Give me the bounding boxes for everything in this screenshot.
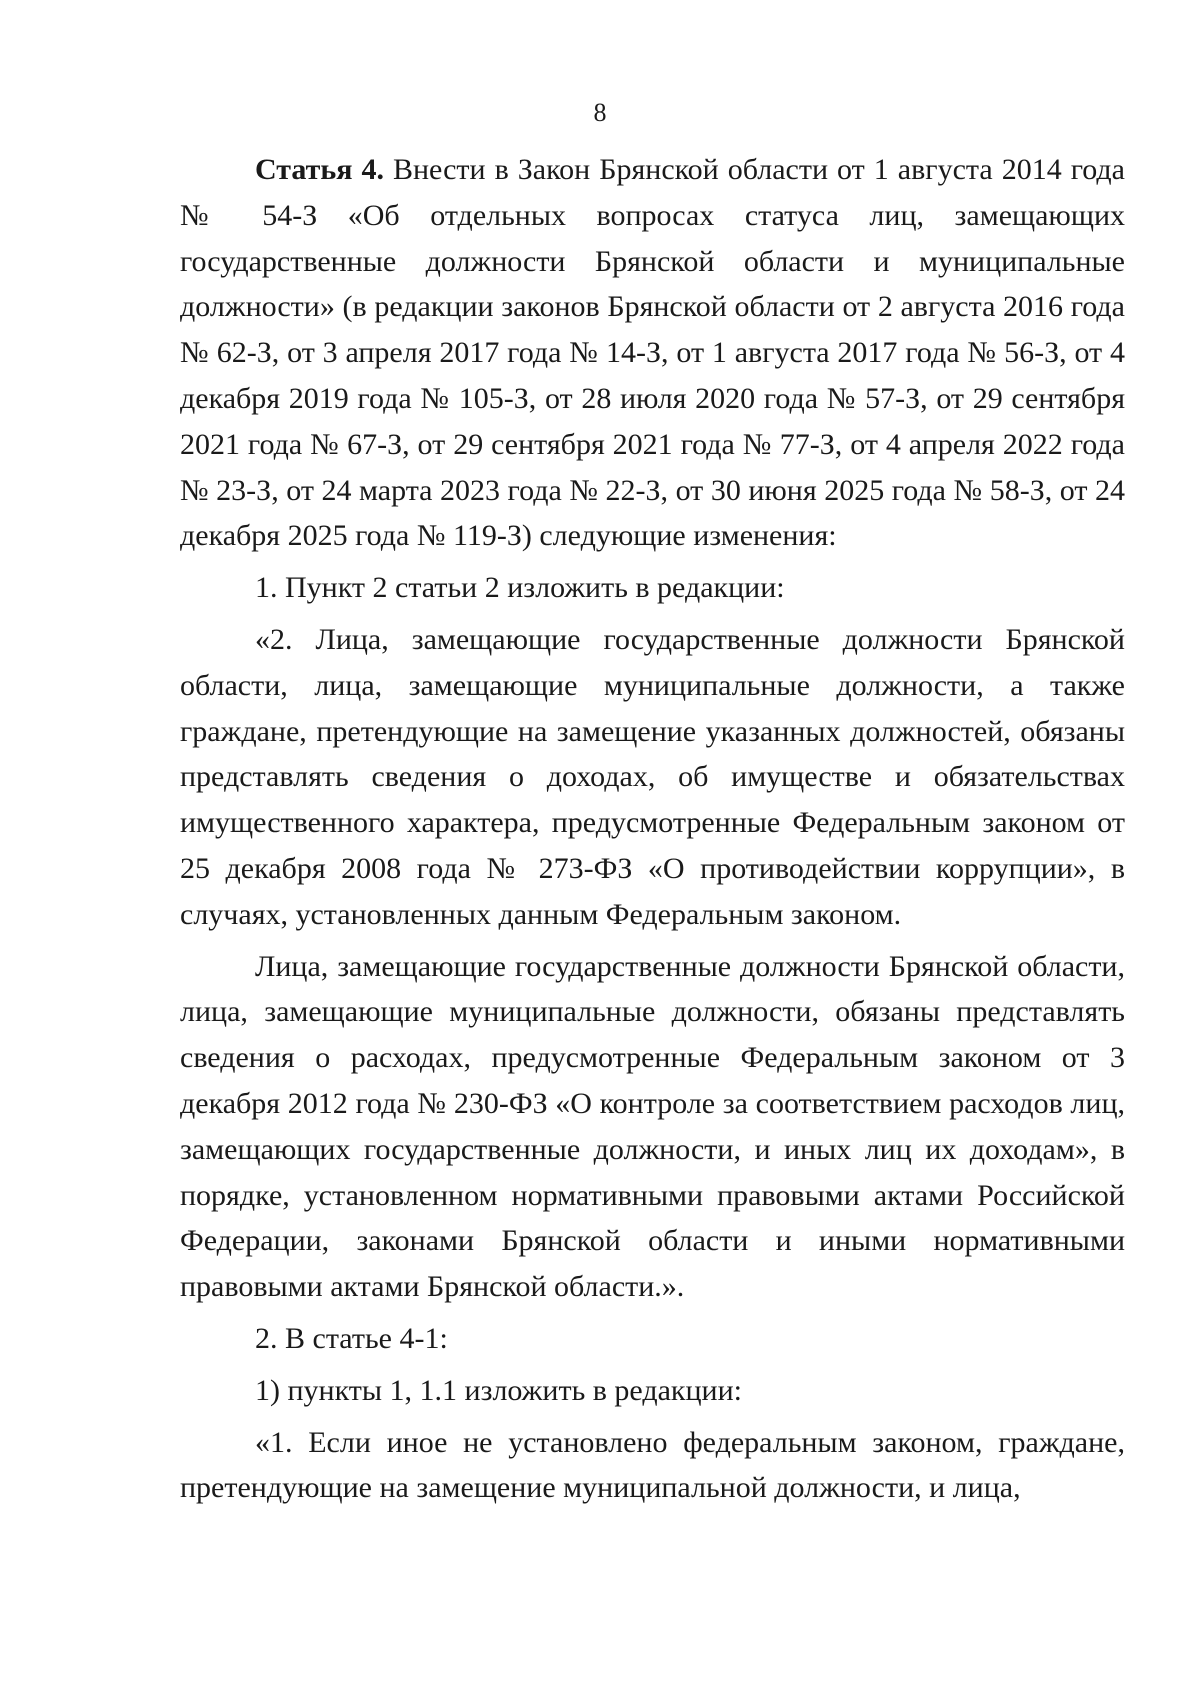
item-1-heading: 1. Пункт 2 статьи 2 изложить в редакции: — [255, 571, 785, 605]
article-label: Статья 4. — [255, 153, 384, 186]
article-intro-text: Внести в Закон Брянской области от 1 августа 2014 года № 54-З «Об отдельных вопросах статуса лиц, замещающих государственные должности Брянской области и муниципальные должности» (в редакции законов Брянской области от 2 августа 2016 года № 62-З, от 3 апреля 2017 года № 14-З, от 1 августа 2017 года № 56-З, от 4 декабря 2019 года № 105-З, от 28 июля 2020 года № 57-З, от 29 сентября 2021 года № 67-З, от 29 сентября 2021 года № 77-З, от 4 апреля 2022 года № 23-З, от 24 марта 2023 года № 22-З, от 30 июня 2025 года № 58-З, от 24 декабря 2025 года № 119-З) следующие изменения: — [180, 153, 1125, 553]
document-body — [180, 147, 1125, 1511]
page-number: 8 — [593, 98, 607, 127]
subitem-1-heading: 1) пункты 1, 1.1 изложить в редакции: — [255, 1373, 742, 1407]
amended-clause-1-paragraph: «1. Если иное не установлено федеральным законом, граждане, претендующие на замещение муниципальной должности, и лица, — [180, 1425, 1125, 1505]
amended-clause-2-paragraph: «2. Лица, замещающие государственные должности Брянской области, лица, замещающие муниципальные должности, а также граждане, претендующие на замещение указанных должностей, обязаны представлять сведения о доходах, об имуществе и обязательствах имущественного характера, предусмотренные Федеральным законом от 25 декабря 2008 года № 273-ФЗ «О противодействии коррупции», в случаях, установленных данным Федеральным законом. — [180, 622, 1125, 931]
amended-clause-2-second-paragraph: Лица, замещающие государственные должности Брянской области, лица, замещающие муниципальные должности, обязаны представлять сведения о расходах, предусмотренные Федеральным законом от 3 декабря 2012 года № 230-ФЗ «О контроле за соответствием расходов лиц, замещающих государственные должности, и иных лиц их доходам», в порядке, установленном нормативными правовыми актами Российской Федерации, законами Брянской области и иными нормативными правовыми актами Брянской области.». — [180, 949, 1125, 1304]
item-2-heading: 2. В статье 4-1: — [255, 1321, 448, 1355]
article-4-paragraph — [180, 147, 1125, 559]
